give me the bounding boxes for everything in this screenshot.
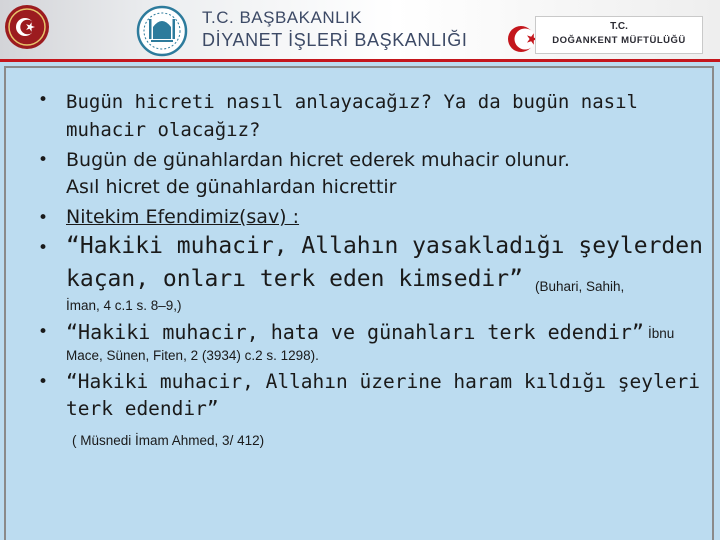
org-name-title: DİYANET İŞLERİ BAŞKANLIĞI <box>202 30 468 50</box>
bullet-3-line-1: Nitekim Efendimiz(sav) : <box>66 206 300 228</box>
bullet-4-line-1: “Hakiki muhacir, Allahın yasakladığı şeylerden <box>66 233 703 259</box>
bullet-marker: • <box>38 372 49 392</box>
bullet-2-line-2: Asıl hicret de günahlardan hicrettir <box>66 176 397 198</box>
bullet-5-line-1: “Hakiki muhacir, hata ve günahları terk edendir” <box>66 320 644 344</box>
bullet-marker: • <box>38 322 49 342</box>
bullet-1-line-2: muhacir olacağız? <box>66 119 261 141</box>
bullet-marker: • <box>38 90 49 110</box>
bullet-1-line-1: Bugün hicreti nasıl anlayacağız? Ya da bugün nasıl <box>66 91 638 113</box>
bullet-5-reference-cont: Mace, Sünen, Fiten, 2 (3934) c.2 s. 1298). <box>66 348 319 363</box>
bullet-marker: • <box>38 208 49 228</box>
bullet-4-line-2: kaçan, onları terk eden kimsedir” <box>66 266 523 292</box>
bullet-2-line-1: Bugün de günahlardan hicret ederek muhacir olunur. <box>66 149 570 171</box>
bullet-marker: • <box>38 150 49 170</box>
bullet-5-reference: İbnu <box>648 326 675 341</box>
bullet-4-reference: (Buhari, Sahih, <box>535 279 625 294</box>
office-name-label: DOĞANKENT MÜFTÜLÜĞÜ <box>552 35 686 46</box>
bullet-marker: • <box>38 238 49 258</box>
bullet-4-reference-cont: İman, 4 c.1 s. 8–9,) <box>66 298 182 313</box>
org-top-title: T.C. BAŞBAKANLIK <box>202 8 363 27</box>
office-tc-label: T.C. <box>610 21 628 32</box>
bullet-6-reference: ( Müsnedi İmam Ahmed, 3/ 412) <box>72 433 265 448</box>
bullet-6-line-1: “Hakiki muhacir, Allahın üzerine haram kıldığı şeyleri <box>66 370 700 393</box>
bullet-6-line-2: terk edendir” <box>66 397 219 420</box>
